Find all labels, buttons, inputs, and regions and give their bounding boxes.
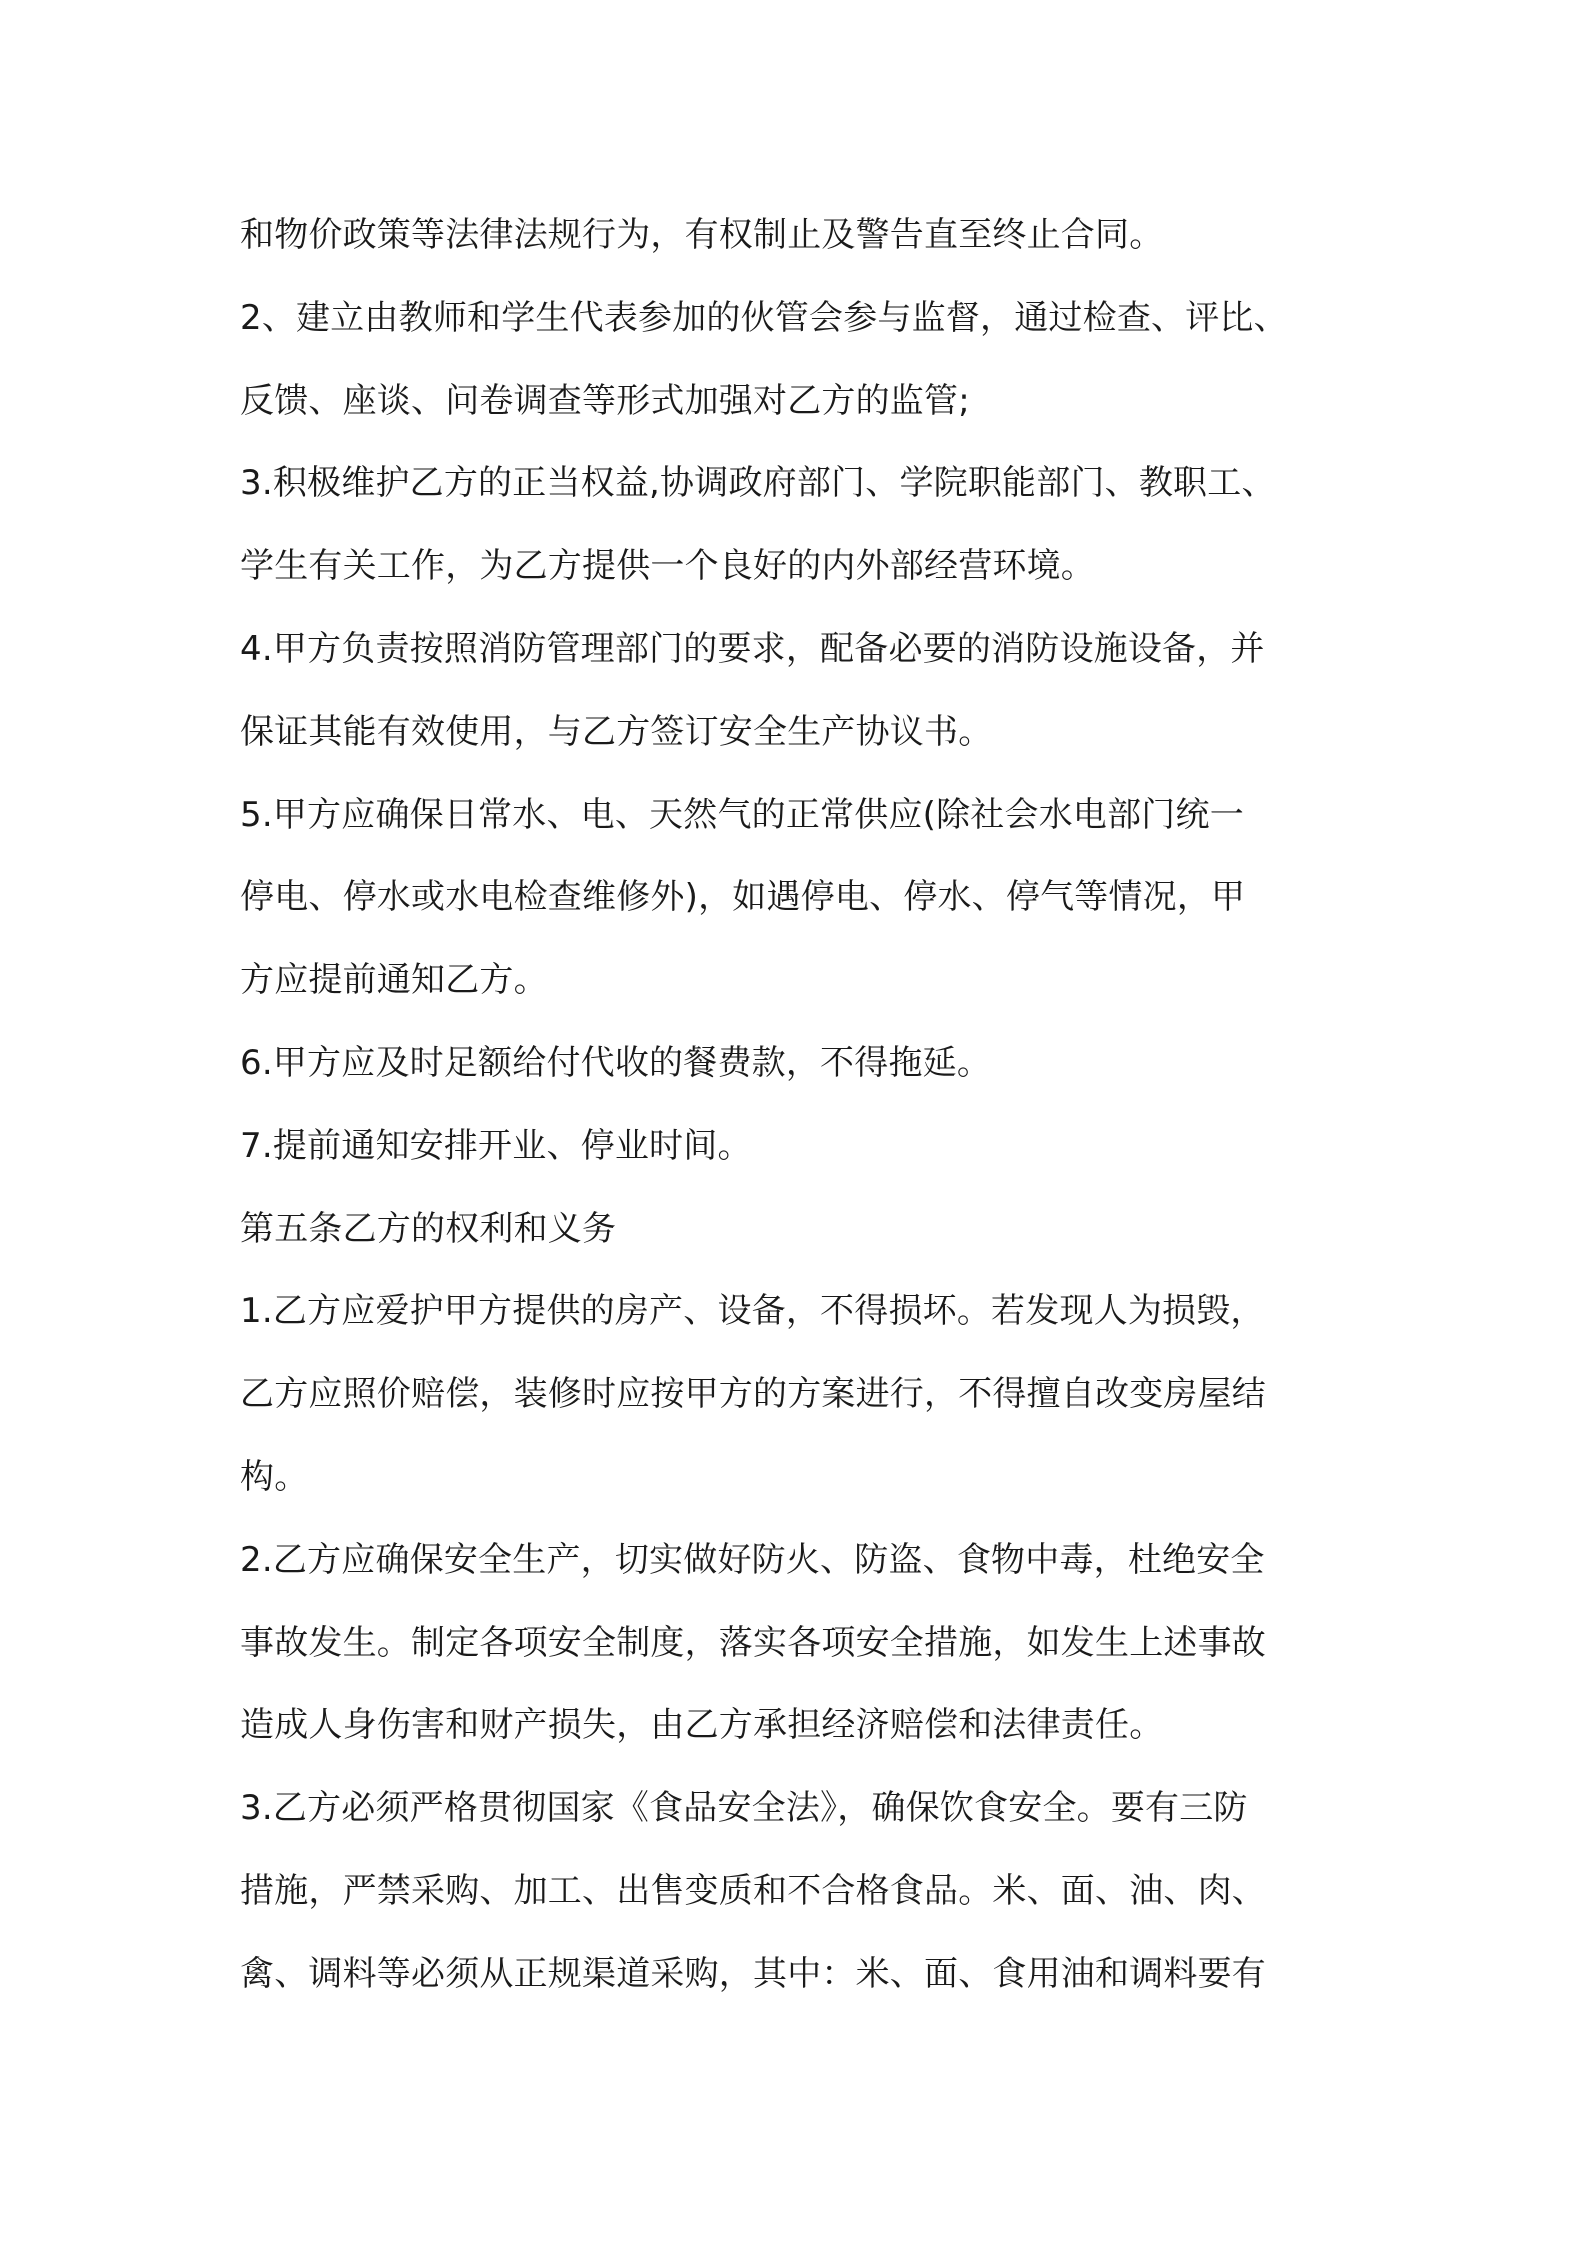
text-line: 和物价政策等法律法规行为，有权制止及警告直至终止合同。 [240, 215, 1164, 255]
text-line: 1.乙方应爱护甲方提供的房产、设备，不得损坏。若发现人为损毁， [240, 1291, 1265, 1332]
document-body [240, 194, 1390, 2016]
text-line: 禽、调料等必须从正规渠道采购，其中：米、面、食用油和调料要有 [240, 1953, 1266, 1994]
text-line: 保证其能有效使用，与乙方签订安全生产协议书。 [240, 711, 993, 752]
text-line: 措施，严禁采购、加工、出售变质和不合格食品。米、面、油、肉、 [240, 1870, 1266, 1911]
text-line: 4.甲方负责按照消防管理部门的要求，配备必要的消防设施设备，并 [240, 628, 1265, 669]
text-line: 2.乙方应确保安全生产，切实做好防火、防盗、食物中毒，杜绝安全 [240, 1539, 1265, 1580]
text-line: 造成人身伤害和财产损失，由乙方承担经济赔偿和法律责任。 [240, 1705, 1164, 1746]
text-line: 学生有关工作，为乙方提供一个良好的内外部经营环境。 [240, 546, 1095, 587]
text-line: 3.积极维护乙方的正当权益,协调政府部门、学院职能部门、教职工、 [240, 463, 1276, 504]
section-heading: 第五条乙方的权利和义务 [240, 1208, 617, 1249]
text-line: 乙方应照价赔偿，装修时应按甲方的方案进行，不得擅自改变房屋结 [240, 1374, 1266, 1415]
text-line: 5.甲方应确保日常水、电、天然气的正常供应(除社会水电部门统一 [240, 794, 1244, 835]
text-line: 反馈、座谈、问卷调查等形式加强对乙方的监管; [240, 380, 970, 421]
text-line: 3.乙方必须严格贯彻国家《食品安全法》，确保饮食安全。要有三防 [240, 1788, 1248, 1829]
text-line: 7.提前通知安排开业、停业时间。 [240, 1125, 752, 1166]
text-line: 停电、停水或水电检查维修外)，如遇停电、停水、停气等情况，甲 [240, 877, 1246, 918]
text-line: 方应提前通知乙方。 [240, 960, 548, 1001]
text-line: 6.甲方应及时足额给付代收的餐费款，不得拖延。 [240, 1042, 992, 1083]
text-line: 构。 [240, 1456, 309, 1497]
text-line: 2、建立由教师和学生代表参加的伙管会参与监督，通过检查、评比、 [240, 297, 1288, 338]
text-line: 事故发生。制定各项安全制度，落实各项安全措施，如发生上述事故 [240, 1622, 1266, 1663]
